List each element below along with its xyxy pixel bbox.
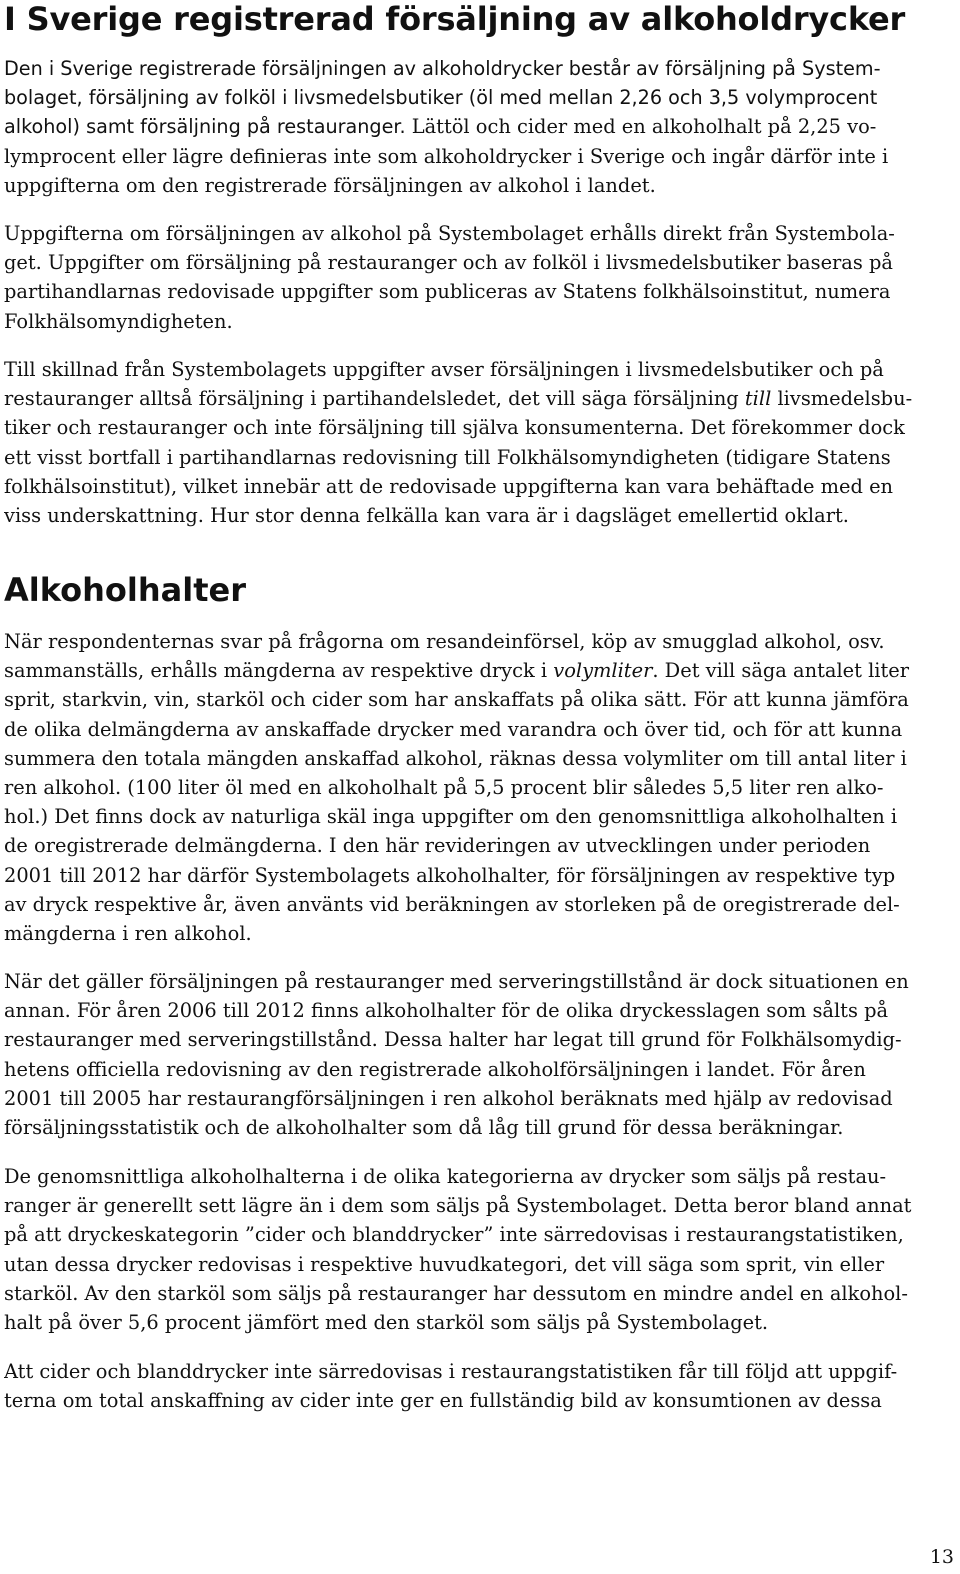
text-span: bolaget, försäljning av folköl i livsmedelsbutiker (öl med mellan 2,26 och 3,5 volymprocent	[4, 86, 878, 110]
text-span: ett visst bortfall i partihandlarnas redovisning till Folkhälsomyndigheten (tidigare Statens	[4, 445, 891, 469]
text-line	[4, 219, 960, 248]
section-heading-alkoholhalter: Alkoholhalter	[4, 571, 246, 609]
text-span: lymprocent eller lägre definieras inte som alkoholdrycker i Sverige och ingår därför inte i	[4, 144, 889, 168]
text-line	[4, 773, 960, 802]
text-line	[4, 501, 960, 530]
text-span: utan dessa drycker redovisas i respektive huvudkategori, det vill säga som sprit, vin eller	[4, 1252, 885, 1276]
text-span: 2001 till 2012 har därför Systembolagets alkoholhalter, för försäljningen av respektive typ	[4, 863, 896, 887]
text-span: get. Uppgifter om försäljning på restauranger och av folköl i livsmedelsbutiker baseras på	[4, 251, 893, 275]
text-line	[4, 1055, 960, 1084]
page-number: 13	[929, 1546, 954, 1568]
text-span: Den i Sverige registrerade försäljningen av alkoholdrycker består av försäljning på System-	[4, 57, 881, 80]
text-span: livsmedelsbu-	[771, 387, 913, 411]
text-line	[4, 1025, 960, 1054]
text-span: När det gäller försäljningen på restauranger med serveringstillstånd är dock situationen en	[4, 970, 909, 993]
text-line	[4, 1279, 960, 1308]
text-line	[4, 384, 960, 413]
text-line	[4, 307, 960, 336]
paragraph-6	[4, 1162, 960, 1337]
text-span: restauranger med serveringstillstånd. Dessa halter har legat till grund för Folkhälsomydig-	[4, 1028, 902, 1052]
text-line	[4, 831, 960, 860]
text-line	[4, 112, 960, 141]
text-line	[4, 277, 960, 306]
text-span: hol.) Det finns dock av naturliga skäl inga uppgifter om den genomsnittliga alkoholhalten i	[4, 805, 898, 829]
text-line	[4, 627, 960, 656]
text-line	[4, 1250, 960, 1279]
paragraph-3	[4, 355, 960, 530]
text-span: sprit, starkvin, vin, starköl och cider som har anskaffats på olika sätt. För att kunna jämföra	[4, 688, 909, 712]
text-span: restauranger alltså försäljning i partihandelsledet, det vill säga försäljning	[4, 387, 745, 411]
text-span: 2001 till 2005 har restaurangförsäljningen i ren alkohol beräknats med hjälp av redovisad	[4, 1086, 893, 1110]
text-span: terna om total anskaffning av cider inte ger en fullständig bild av konsumtionen av dessa	[4, 1389, 882, 1413]
text-line	[4, 715, 960, 744]
text-line	[4, 1357, 960, 1386]
text-span: Att cider och blanddrycker inte särredovisas i restaurangstatistiken får till följd att uppgif-	[4, 1360, 898, 1383]
text-span: sammanställs, erhålls mängderna av respektive dryck i	[4, 659, 554, 683]
text-line	[4, 744, 960, 773]
text-line	[4, 54, 960, 83]
text-span: partihandlarnas redovisade uppgifter som publiceras av Statens folkhälsoinstitut, numera	[4, 280, 891, 304]
text-line	[4, 83, 960, 112]
text-line	[4, 413, 960, 442]
text-span: halt på över 5,6 procent jämfört med den starköl som säljs på Systembolaget.	[4, 1310, 769, 1334]
text-span: Till skillnad från Systembolagets uppgifter avser försäljningen i livsmedelsbutiker och på	[4, 358, 884, 381]
text-span: mängderna i ren alkohol.	[4, 921, 252, 945]
text-line	[4, 171, 960, 200]
text-span: Uppgifterna om försäljningen av alkohol på Systembolaget erhålls direkt från Systembola-	[4, 222, 895, 245]
text-line	[4, 967, 960, 996]
text-span: De genomsnittliga alkoholhalterna i de olika kategorierna av drycker som säljs på restau-	[4, 1165, 887, 1188]
text-line	[4, 919, 960, 948]
text-line	[4, 1113, 960, 1142]
text-line	[4, 1308, 960, 1337]
text-span: de oregistrerade delmängderna. I den här revideringen av utvecklingen under perioden	[4, 834, 871, 858]
paragraph-2	[4, 219, 960, 336]
text-line	[4, 685, 960, 714]
text-span: starköl. Av den starköl som säljs på restauranger har dessutom en mindre andel en alkohol-	[4, 1281, 908, 1305]
text-span: av dryck respektive år, även använts vid beräkningen av storleken på de oregistrerade del-	[4, 892, 900, 916]
text-span: hetens officiella redovisning av den registrerade alkoholförsäljningen i landet. För åren	[4, 1057, 866, 1081]
text-line	[4, 1220, 960, 1249]
text-span: När respondenternas svar på frågorna om resandeinförsel, köp av smugglad alkohol, osv.	[4, 630, 885, 653]
text-span: Folkhälsomyndigheten.	[4, 309, 233, 333]
text-span: uppgifterna om den registrerade försäljningen av alkohol i landet.	[4, 173, 656, 197]
text-line	[4, 443, 960, 472]
text-line	[4, 248, 960, 277]
text-span: folkhälsoinstitut), vilket innebär att de redovisade uppgifterna kan vara behäftade med en	[4, 474, 894, 498]
paragraph-4	[4, 627, 960, 948]
text-line	[4, 656, 960, 685]
text-span: ranger är generellt sett lägre än i dem som säljs på Systembolaget. Detta beror bland annat	[4, 1194, 912, 1218]
text-span: annan. För åren 2006 till 2012 finns alkoholhalter för de olika dryckesslagen som sålts på	[4, 999, 889, 1023]
text-span: på att dryckeskategorin ”cider och blanddrycker” inte särredovisas i restaurangstatistiken,	[4, 1223, 904, 1247]
text-span: . Det vill säga antalet liter	[652, 659, 910, 683]
text-line	[4, 861, 960, 890]
paragraph-1	[4, 54, 960, 200]
text-span: ren alkohol. (100 liter öl med en alkoholhalt på 5,5 procent blir således 5,5 liter ren alko-	[4, 775, 884, 799]
text-line	[4, 802, 960, 831]
text-line	[4, 472, 960, 501]
emphasis-text: volymliter	[553, 659, 653, 683]
text-span: tiker och restauranger och inte försäljning till själva konsumenterna. Det förekommer dock	[4, 416, 905, 440]
emphasis-text: till	[744, 387, 772, 411]
text-span: alkohol) samt försäljning på restauranger.	[4, 115, 412, 139]
text-line	[4, 142, 960, 171]
text-span: försäljningsstatistik och de alkoholhalter som då låg till grund för dessa beräkningar.	[4, 1115, 844, 1139]
text-line	[4, 1191, 960, 1220]
text-span: Lättöl och cider med en alkoholhalt på 2,25 vo-	[411, 115, 877, 139]
text-line	[4, 1386, 960, 1415]
text-line	[4, 355, 960, 384]
text-span: viss underskattning. Hur stor denna felkälla kan vara är i dagsläget emellertid oklart.	[4, 503, 849, 527]
paragraph-5	[4, 967, 960, 1142]
page-heading: I Sverige registrerad försäljning av alkoholdrycker	[4, 0, 906, 38]
text-line	[4, 1162, 960, 1191]
paragraph-7	[4, 1357, 960, 1415]
text-line	[4, 996, 960, 1025]
text-line	[4, 890, 960, 919]
text-span: de olika delmängderna av anskaffade drycker med varandra och över tid, och för att kunna	[4, 717, 903, 741]
text-line	[4, 1084, 960, 1113]
text-span: summera den totala mängden anskaffad alkohol, räknas dessa volymliter om till antal liter i	[4, 746, 907, 770]
